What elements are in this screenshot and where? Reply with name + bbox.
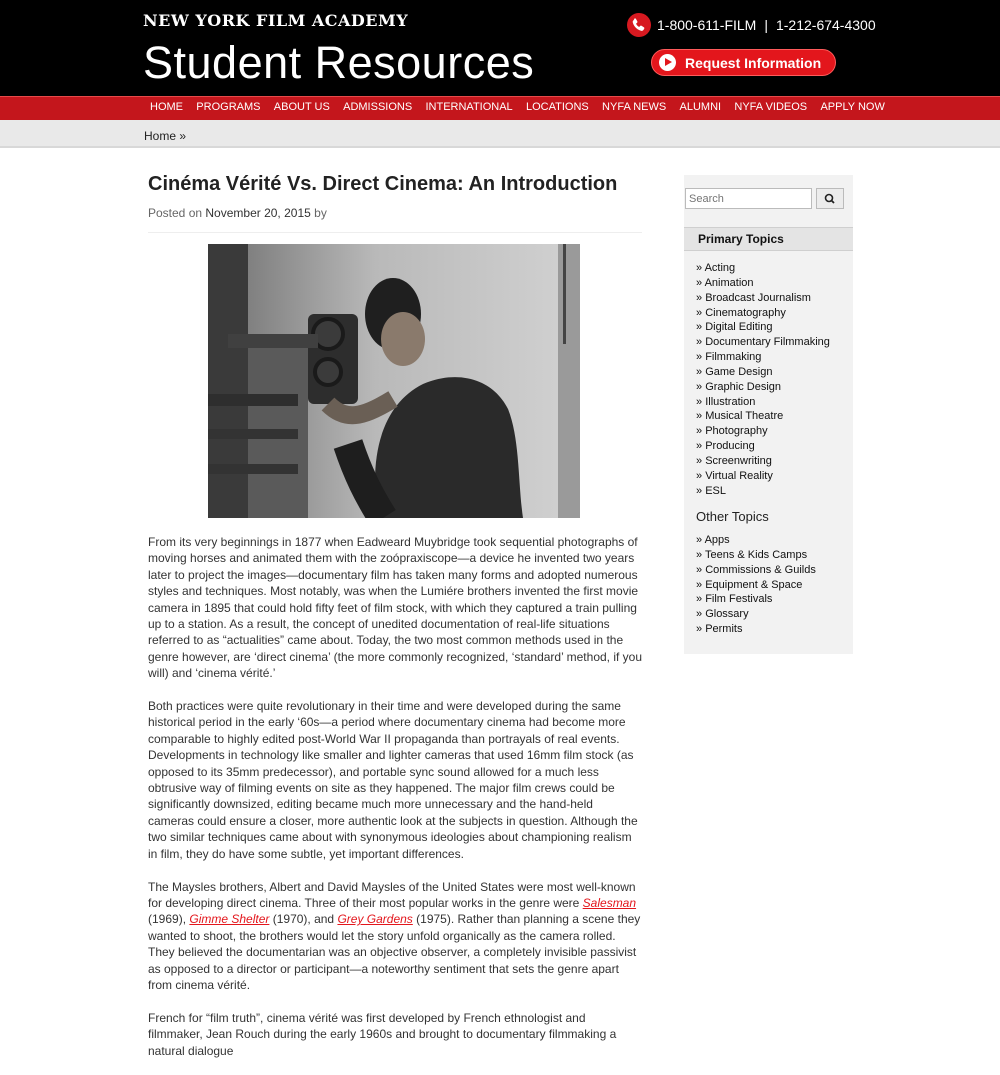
bullet-marker: » [696, 306, 703, 319]
phone-numbers [657, 17, 876, 33]
bullet-marker: » [696, 336, 703, 349]
nav-list [150, 101, 898, 113]
nav-item-home[interactable]: HOME [150, 101, 183, 113]
paragraph-3-part-b: (1969), [148, 912, 190, 927]
primary-topic-game-design[interactable] [696, 365, 830, 380]
phone-number-2[interactable]: 1-212-674-4300 [775, 17, 876, 33]
salesman-link[interactable]: Salesman [582, 895, 637, 910]
other-topic-teens-kids-camps[interactable] [696, 548, 816, 563]
nav-item-apply-now[interactable]: APPLY NOW [820, 101, 885, 113]
bullet-marker: » [696, 380, 703, 393]
primary-topic-documentary-filmmaking[interactable] [696, 335, 830, 350]
phone-icon [627, 13, 651, 37]
bullet-marker: » [696, 440, 703, 453]
post-date-link[interactable]: November 20, 2015 [205, 206, 311, 220]
bullet-marker: » [696, 454, 703, 467]
phone-number-1[interactable]: 1-800-611-FILM [657, 17, 757, 33]
other-topics-list [696, 533, 816, 637]
main-nav [0, 96, 1000, 120]
nav-item-about-us[interactable]: ABOUT US [273, 101, 330, 113]
primary-topic-label: Animation [704, 276, 754, 289]
primary-topic-virtual-reality[interactable] [696, 469, 830, 484]
other-topic-glossary[interactable] [696, 607, 816, 622]
primary-topic-broadcast-journalism[interactable] [696, 291, 830, 306]
other-topic-label: Commissions & Guilds [705, 563, 816, 576]
bullet-marker: » [696, 593, 703, 606]
other-topic-label: Film Festivals [705, 593, 773, 606]
bullet-marker: » [696, 395, 703, 408]
gimme-shelter-link[interactable]: Gimme Shelter [189, 912, 270, 927]
primary-topic-label: Acting [704, 262, 736, 274]
bullet-marker: » [696, 351, 703, 364]
article [148, 170, 643, 1058]
request-information-label: Request Information [685, 55, 822, 71]
bullet-marker: » [696, 321, 703, 334]
primary-topic-label: ESL [705, 484, 726, 497]
primary-topics-list [696, 261, 830, 499]
request-information-button[interactable] [651, 49, 836, 76]
primary-topic-label: Filmmaking [705, 351, 762, 364]
grey-gardens-link[interactable]: Grey Gardens [337, 912, 413, 927]
other-topic-label: Apps [704, 534, 730, 546]
search-input[interactable] [685, 188, 812, 209]
primary-topic-label: Cinematography [705, 306, 786, 319]
bullet-marker: » [696, 410, 703, 423]
article-photo [208, 244, 580, 518]
primary-topic-filmmaking[interactable] [696, 350, 830, 365]
breadcrumb-bar [0, 120, 1000, 148]
primary-topic-label: Graphic Design [705, 380, 782, 393]
brand-logo[interactable]: NEW YORK FILM ACADEMY [143, 11, 409, 30]
primary-topic-musical-theatre[interactable] [696, 409, 830, 424]
posted-on-label: Posted on [148, 206, 203, 220]
search-button[interactable] [816, 188, 844, 209]
bullet-marker: » [696, 365, 703, 378]
primary-topic-cinematography[interactable] [696, 306, 830, 321]
paragraph-3-part-c: (1970), and [269, 912, 338, 927]
article-meta [148, 206, 642, 220]
primary-topic-digital-editing[interactable] [696, 320, 830, 335]
bullet-marker: » [696, 623, 703, 636]
article-title: Cinéma Vérité Vs. Direct Cinema: An Introduction [148, 173, 618, 195]
other-topic-label: Equipment & Space [705, 578, 803, 591]
breadcrumb [144, 129, 186, 143]
sidebar [684, 175, 853, 654]
site-header [0, 0, 1000, 96]
paragraph-2: Both practices were quite revolutionary in their time and were developed during the same historical period in the early ‘60s—a period where documentary cinema had become more comparable to highly edited post-World War II propaganda than portrayals of real events. Developments in technology like smaller and lighter cameras that used 16mm film stock (as opposed to its 35mm predecessor), and portable sync sound allowed for a much less obtrusive way of filming events on site as they happened. The major film crews could be significantly downsized, editing became much more unnecessary and the hand-held cameras could ensure a closer, more authentic look at the subjects in question. Although the two similar techniques came about with synonymous ideologies about championing realism in film, they do have some subtle, yet important differences. [148, 699, 638, 861]
nav-item-alumni[interactable]: ALUMNI [679, 101, 722, 113]
paragraph-3 [148, 879, 642, 994]
article-body [148, 534, 642, 1075]
primary-topic-label: Musical Theatre [705, 410, 784, 423]
nav-item-programs[interactable]: PROGRAMS [196, 101, 261, 113]
primary-topic-animation[interactable] [696, 276, 830, 291]
nav-item-international[interactable]: INTERNATIONAL [425, 101, 513, 113]
bullet-marker: » [696, 608, 703, 621]
primary-topic-label: Game Design [705, 365, 773, 378]
primary-topic-label: Digital Editing [705, 321, 773, 334]
bullet-marker: » [696, 534, 703, 546]
primary-topic-label: Illustration [705, 395, 756, 408]
paragraph-1: From its very beginnings in 1877 when Eadweard Muybridge took sequential photographs of moving horses and animated them with the zoópraxiscope—a device he invented two years later to project the images—documentary film has taken many forms and adopted numerous styles and techniques. Most notably, was when the Lumiére brothers invented the first movie camera in 1895 that could hold fifty feet of film stock, with which they captured a train pulling up to a station. As a result, the concept of unedited documentation of real-life situations referred to as “actualities” came about. Today, the two most common methods used in the genre however, are ‘direct cinema’ (the more commonly recognized, ‘standard’ method, if you will) and ‘cinema vérité.’ [148, 535, 643, 681]
nav-item-admissions[interactable]: ADMISSIONS [343, 101, 413, 113]
bullet-marker: » [696, 291, 703, 304]
bullet-marker: » [696, 578, 703, 591]
paragraph-3-part-a: The Maysles brothers, Albert and David Maysles of the United States were most well-known for developing direct cinema. Three of their most popular works in the genre were [148, 879, 636, 910]
bullet-marker: » [696, 262, 703, 274]
primary-topics-heading [684, 227, 853, 251]
paragraph-4: French for “film truth”, cinema vérité was first developed by French ethnologist and filmmaker, Jean Rouch during the early 1960s and brought to documentary filmmaking a natural dialogue [148, 1010, 617, 1058]
by-label: by [314, 206, 327, 220]
other-topic-label: Glossary [705, 608, 749, 621]
nav-item-nyfa-news[interactable]: NYFA NEWS [602, 101, 667, 113]
breadcrumb-home-link[interactable]: Home [144, 129, 177, 143]
other-topic-commissions-guilds[interactable] [696, 563, 816, 578]
primary-topics-title: Primary Topics [698, 232, 784, 246]
meta-divider [148, 232, 642, 233]
play-circle-icon [659, 54, 676, 71]
primary-topic-label: Producing [705, 440, 755, 453]
primary-topic-photography[interactable] [696, 424, 830, 439]
primary-topic-screenwriting[interactable] [696, 454, 830, 469]
search-icon [817, 189, 843, 208]
other-topics-heading: Other Topics [696, 509, 769, 524]
primary-topic-graphic-design[interactable] [696, 380, 830, 395]
bullet-marker: » [696, 484, 703, 497]
nav-item-nyfa-videos[interactable]: NYFA VIDEOS [734, 101, 808, 113]
other-topic-apps[interactable] [696, 533, 816, 548]
primary-topic-label: Virtual Reality [705, 469, 773, 482]
bullet-marker: » [696, 425, 703, 438]
primary-topic-producing[interactable] [696, 439, 830, 454]
primary-topic-label: Broadcast Journalism [705, 291, 811, 304]
other-topic-film-festivals[interactable] [696, 592, 816, 607]
primary-topic-label: Documentary Filmmaking [705, 336, 830, 349]
bullet-marker: » [696, 548, 703, 561]
primary-topic-label: Photography [705, 425, 768, 438]
other-topic-equipment-space[interactable] [696, 578, 816, 593]
nav-item-locations[interactable]: LOCATIONS [525, 101, 589, 113]
primary-topic-acting[interactable] [696, 261, 830, 276]
bullet-marker: » [696, 563, 703, 576]
phone-separator: | [764, 17, 768, 33]
breadcrumb-separator: » [179, 129, 187, 143]
primary-topic-esl[interactable] [696, 484, 830, 499]
other-topic-label: Teens & Kids Camps [704, 548, 808, 561]
other-topic-label: Permits [705, 623, 743, 636]
primary-topic-label: Screenwriting [705, 454, 772, 467]
primary-topic-illustration[interactable] [696, 395, 830, 410]
bullet-marker: » [696, 276, 703, 289]
other-topic-permits[interactable] [696, 622, 816, 637]
site-title[interactable]: Student Resources [143, 37, 535, 88]
paragraph-3-part-d: (1975). Rather than planning a scene they wanted to shoot, the brothers would let the story unfold organically as the camera rolled. They believed the documentarian was an objective observer, a completely invisible passivist as opposed to a director or participant—a noteworthy sentiment that sets the genre apart from cinema vérité. [148, 912, 641, 992]
bullet-marker: » [696, 469, 703, 482]
